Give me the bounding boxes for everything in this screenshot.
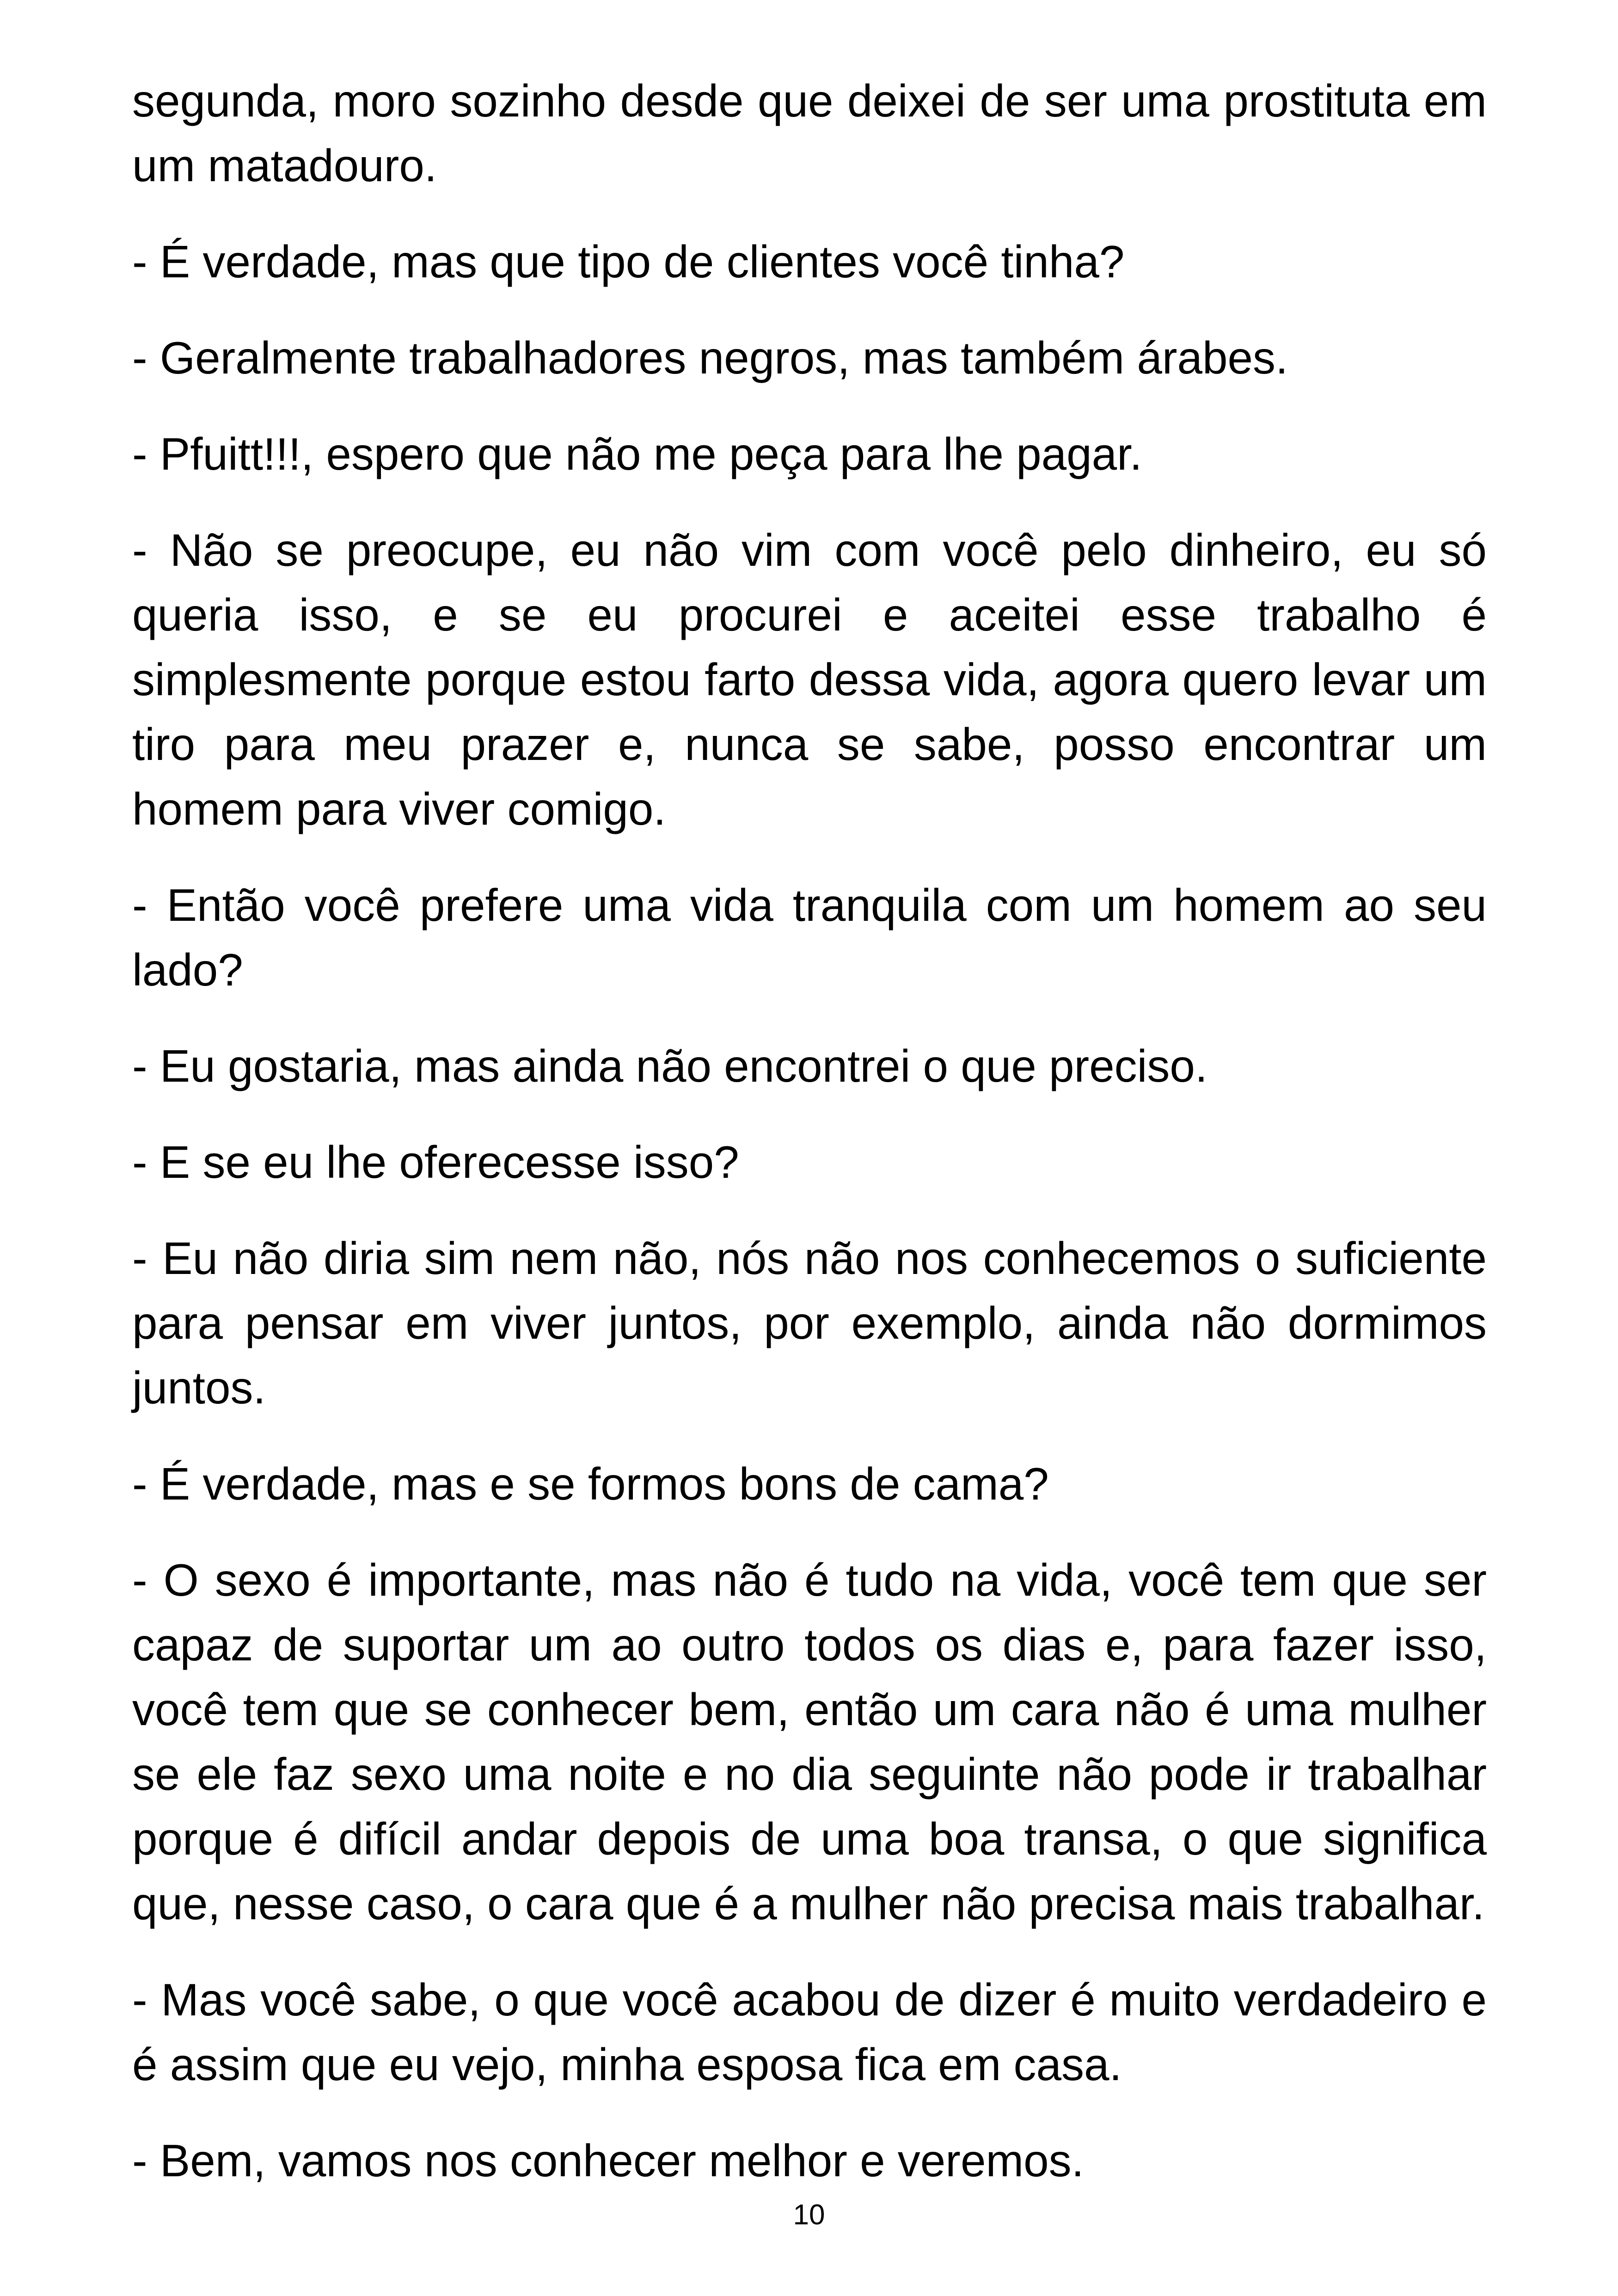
page-number: 10 xyxy=(793,2199,825,2231)
paragraph: - Mas você sabe, o que você acabou de dizer é muito verdadeiro e é assim que eu vejo, minha esposa fica em casa. xyxy=(132,1974,1487,2090)
paragraph: - Pfuitt!!!, espero que não me peça para lhe pagar. xyxy=(132,429,1142,479)
paragraph: - É verdade, mas que tipo de clientes você tinha? xyxy=(132,236,1125,287)
paragraph: - Não se preocupe, eu não vim com você pelo dinheiro, eu só queria isso, e se eu procurei e aceitei esse trabalho é simplesmente porque estou farto dessa vida, agora quero levar um tiro para meu prazer e, nunca se sabe, posso encontrar um homem para viver comigo. xyxy=(132,525,1487,834)
paragraph: segunda, moro sozinho desde que deixei de ser uma prostituta em um matadouro. xyxy=(132,75,1487,191)
paragraph: - É verdade, mas e se formos bons de cama? xyxy=(132,1458,1049,1509)
paragraph: - Geralmente trabalhadores negros, mas também árabes. xyxy=(132,332,1288,383)
paragraph: - Então você prefere uma vida tranquila com um homem ao seu lado? xyxy=(132,880,1487,995)
paragraph: - E se eu lhe oferecesse isso? xyxy=(132,1137,739,1188)
paragraph: - Bem, vamos nos conhecer melhor e veremos. xyxy=(132,2135,1084,2186)
body-text xyxy=(132,68,1487,2224)
paragraph: - Eu gostaria, mas ainda não encontrei o que preciso. xyxy=(132,1041,1208,1091)
paragraph: - O sexo é importante, mas não é tudo na vida, você tem que ser capaz de suportar um ao outro todos os dias e, para fazer isso, você tem que se conhecer bem, então um cara não é uma mulher se ele faz sexo uma noite e no dia seguinte não pode ir trabalhar porque é difícil andar depois de uma boa transa, o que significa que, nesse caso, o cara que é a mulher não precisa mais trabalhar. xyxy=(132,1555,1487,1929)
paragraph: - Eu não diria sim nem não, nós não nos conhecemos o suficiente para pensar em viver juntos, por exemplo, ainda não dormimos juntos. xyxy=(132,1233,1487,1413)
